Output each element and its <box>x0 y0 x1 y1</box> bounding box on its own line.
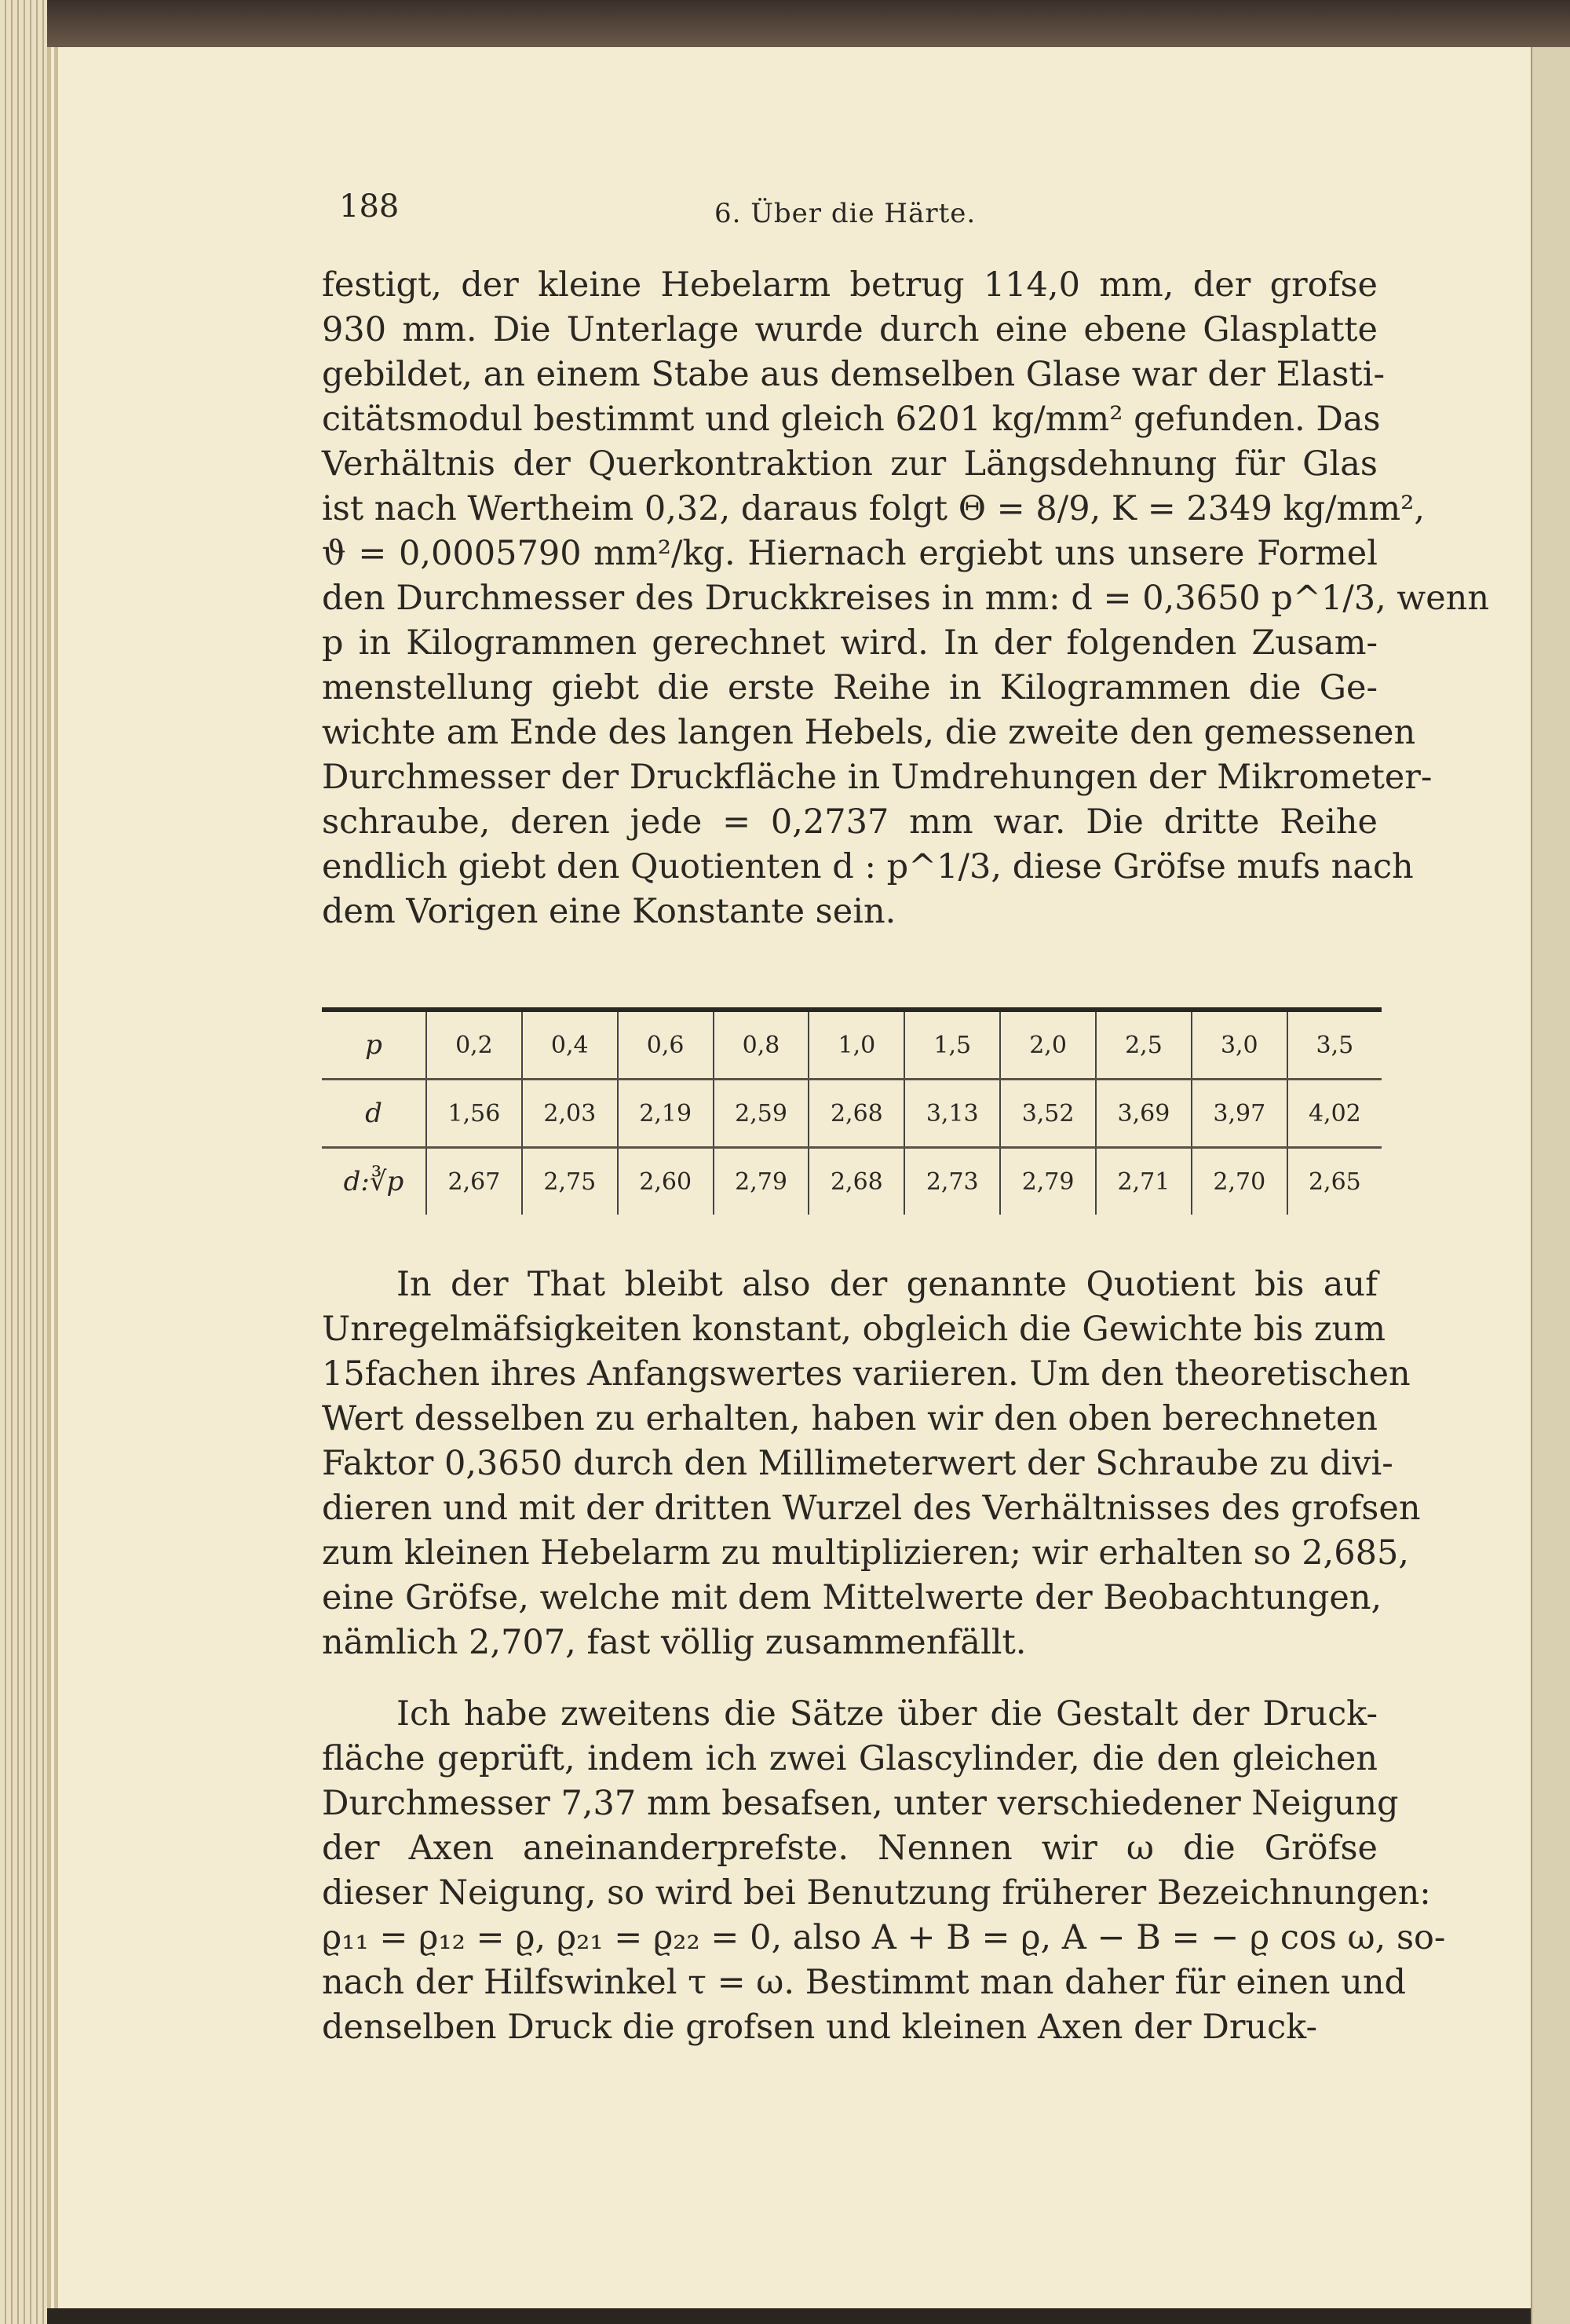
table-cell: 2,71 <box>1096 1148 1192 1215</box>
row-label: p <box>322 1010 426 1080</box>
table-cell: 3,97 <box>1192 1080 1287 1148</box>
table-cell: 2,75 <box>522 1148 618 1215</box>
table-cell: 3,0 <box>1192 1010 1287 1080</box>
table-cell: 2,19 <box>618 1080 714 1148</box>
table-cell: 2,68 <box>809 1080 904 1148</box>
text-line: 930 mm. Die Unterlage wurde durch eine ebene Glasplatte <box>322 310 1378 349</box>
text-line: wichte am Ende des langen Hebels, die zweite den gemessenen <box>322 713 1416 752</box>
table-cell: 2,79 <box>1000 1148 1096 1215</box>
text-line: ist nach Wertheim 0,32, daraus folgt Θ = 8/9, K = 2349 kg/mm², <box>322 489 1426 528</box>
table-cell: 2,65 <box>1287 1148 1382 1215</box>
text-line: nach der Hilfswinkel τ = ω. Bestimmt man daher für einen und <box>322 1963 1407 2002</box>
paragraph-3 <box>322 1692 1446 2050</box>
table-cell: 2,5 <box>1096 1010 1192 1080</box>
text-line: citätsmodul bestimmt und gleich 6201 kg/mm² gefunden. Das <box>322 400 1381 439</box>
table-cell: 2,03 <box>522 1080 618 1148</box>
row-label: d <box>322 1080 426 1148</box>
table-cell: 4,02 <box>1287 1080 1382 1148</box>
page-number: 188 <box>339 188 400 225</box>
table-row <box>322 1010 1382 1080</box>
text-line: 15fachen ihres Anfangswertes variieren. Um den theoretischen <box>322 1354 1411 1394</box>
text-line: endlich giebt den Quotienten d : p^1/3, diese Gröfse mufs nach <box>322 847 1414 886</box>
paragraph-1 <box>322 263 1490 934</box>
page-edges <box>0 0 47 2324</box>
text-line: festigt, der kleine Hebelarm betrug 114,0 mm, der grofse <box>322 265 1378 305</box>
table-cell: 1,56 <box>426 1080 522 1148</box>
table-cell: 2,0 <box>1000 1010 1096 1080</box>
text-line: Ich habe zweitens die Sätze über die Gestalt der Druck- <box>396 1694 1378 1734</box>
page-gutter-right <box>1531 47 1570 2324</box>
text-line: dieser Neigung, so wird bei Benutzung früherer Bezeichnungen: <box>322 1873 1431 1913</box>
table-cell: 0,8 <box>714 1010 809 1080</box>
text-line: menstellung giebt die erste Reihe in Kilogrammen die Ge- <box>322 668 1378 707</box>
text-line: In der That bleibt also der genannte Quotient bis auf <box>396 1265 1378 1304</box>
text-line: zum kleinen Hebelarm zu multiplizieren; wir erhalten so 2,685, <box>322 1533 1409 1573</box>
text-line: fläche geprüft, indem ich zwei Glascylinder, die den gleichen <box>322 1739 1378 1778</box>
table-cell: 2,70 <box>1192 1148 1287 1215</box>
table-cell: 2,73 <box>904 1148 1000 1215</box>
table-cell: 3,69 <box>1096 1080 1192 1148</box>
table-cell: 2,60 <box>618 1148 714 1215</box>
table-row <box>322 1080 1382 1148</box>
text-line: Faktor 0,3650 durch den Millimeterwert der Schraube zu divi- <box>322 1444 1393 1483</box>
book-cover-top <box>0 0 1570 52</box>
text-line: Durchmesser 7,37 mm besafsen, unter verschiedener Neigung <box>322 1784 1399 1823</box>
text-line: Verhältnis der Querkontraktion zur Längsdehnung für Glas <box>322 444 1378 484</box>
table-cell: 0,4 <box>522 1010 618 1080</box>
text-line: Durchmesser der Druckfläche in Umdrehungen der Mikrometer- <box>322 758 1433 797</box>
text-line: gebildet, an einem Stabe aus demselben Glase war der Elasti- <box>322 355 1385 394</box>
text-line: dem Vorigen eine Konstante sein. <box>322 892 896 931</box>
table-cell: 3,13 <box>904 1080 1000 1148</box>
text-line: nämlich 2,707, fast völlig zusammenfällt. <box>322 1623 1027 1662</box>
paragraph-2 <box>322 1262 1421 1665</box>
table-cell: 1,0 <box>809 1010 904 1080</box>
table-cell: 3,52 <box>1000 1080 1096 1148</box>
text-line: denselben Druck die grofsen und kleinen Axen der Druck- <box>322 2008 1317 2047</box>
text-line: Wert desselben zu erhalten, haben wir den oben berechneten <box>322 1399 1378 1438</box>
table-cell: 2,79 <box>714 1148 809 1215</box>
text-line: schraube, deren jede = 0,2737 mm war. Die dritte Reihe <box>322 802 1378 842</box>
table-cell: 2,68 <box>809 1148 904 1215</box>
table-cell: 0,2 <box>426 1010 522 1080</box>
data-table <box>322 1007 1382 1215</box>
text-line: den Durchmesser des Druckkreises in mm: d = 0,3650 p^1/3, wenn <box>322 579 1490 618</box>
row-label: d:∛p <box>343 1166 404 1197</box>
running-title: 6. Über die Härte. <box>714 198 977 229</box>
table-cell: 0,6 <box>618 1010 714 1080</box>
text-line: ϱ₁₁ = ϱ₁₂ = ϱ, ϱ₂₁ = ϱ₂₂ = 0, also A + B = ϱ, A − B = − ϱ cos ω, so- <box>322 1918 1446 1957</box>
table-cell: 3,5 <box>1287 1010 1382 1080</box>
table-cell: 1,5 <box>904 1010 1000 1080</box>
text-line: eine Gröfse, welche mit dem Mittelwerte der Beobachtungen, <box>322 1578 1382 1617</box>
text-line: dieren und mit der dritten Wurzel des Verhältnisses des grofsen <box>322 1489 1421 1528</box>
text-line: p in Kilogrammen gerechnet wird. In der folgenden Zusam- <box>322 623 1378 663</box>
table-row <box>322 1148 1382 1215</box>
text-line: ϑ = 0,0005790 mm²/kg. Hiernach ergiebt uns unsere Formel <box>322 534 1378 573</box>
text-line: der Axen aneinanderprefste. Nennen wir ω die Gröfse <box>322 1829 1378 1868</box>
text-line: Unregelmäfsigkeiten konstant, obgleich die Gewichte bis zum <box>322 1310 1386 1349</box>
table-cell: 2,67 <box>426 1148 522 1215</box>
table-cell: 2,59 <box>714 1080 809 1148</box>
